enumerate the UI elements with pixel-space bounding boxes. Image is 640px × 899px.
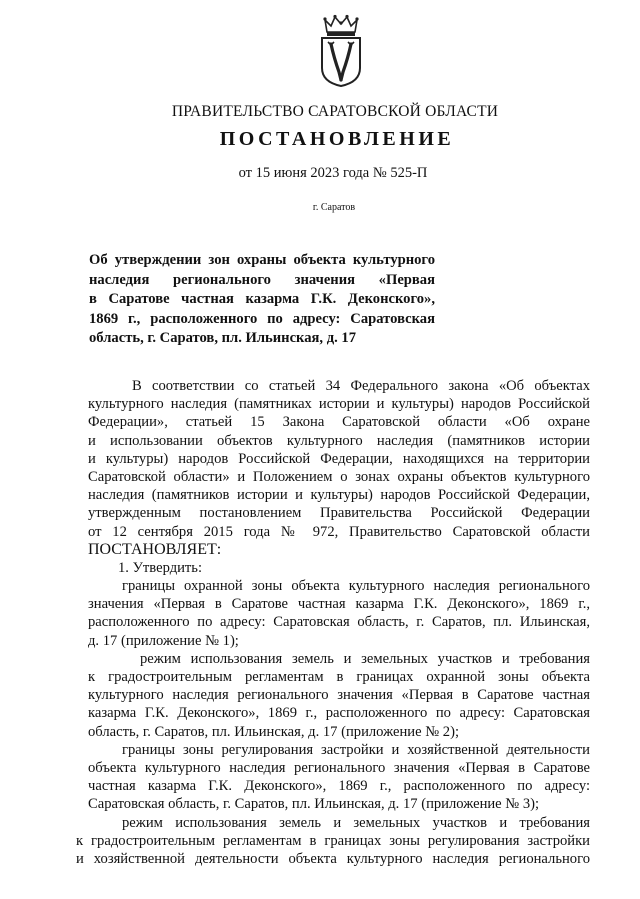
body-line: В соответствии со статьей 34 Федерального закона «Об объектах bbox=[132, 378, 590, 394]
body-line: к градостроительным регламентам в границах зоны регулирования застройки bbox=[76, 832, 590, 849]
body-line: частная казарма Г.К. Деконского», 1869 г., расположенного по адресу: bbox=[88, 778, 590, 795]
subject-line: область, г. Саратов, пл. Ильинская, д. 17 bbox=[89, 330, 357, 346]
body-line: Саратовская область, г. Саратов, пл. Ильинская, д. 17 (приложение № 3); bbox=[88, 796, 540, 813]
body-line: и культуры) народов Российской Федерации, находящихся на территории bbox=[88, 450, 590, 467]
body-line: к градостроительным регламентам в границах охранной зоны объекта bbox=[88, 669, 590, 685]
body-line: ПОСТАНОВЛЯЕТ: bbox=[88, 540, 222, 558]
body-line: режим использования земель и земельных участков и требования bbox=[140, 650, 590, 667]
body-line: утвержденным постановлением Правительства Российской Федерации bbox=[88, 505, 590, 522]
document-type-title: ПОСТАНОВЛЕНИЕ bbox=[219, 128, 455, 150]
body-line: от 12 сентября 2015 года № 972, Правительство Саратовской области bbox=[88, 523, 590, 540]
body-line: культурного наследия регионального значения «Первая в Саратове частная bbox=[88, 687, 590, 704]
document-subject bbox=[89, 251, 435, 349]
body-line: наследия (памятников истории и культуры) народов Российской Федерации, bbox=[88, 487, 590, 504]
body-line: Саратовской области» и Положением о зонах охраны объектов культурного bbox=[88, 468, 590, 485]
body-line: Федерации», статьей 15 Закона Саратовской области «Об охране bbox=[88, 414, 590, 431]
government-name: ПРАВИТЕЛЬСТВО САРАТОВСКОЙ ОБЛАСТИ bbox=[171, 103, 499, 120]
document-body bbox=[76, 377, 590, 868]
saratov-coat-of-arms-icon bbox=[318, 14, 364, 88]
subject-line: 1869 г., расположенного по адресу: Саратовская bbox=[89, 310, 435, 327]
document-city: г. Саратов bbox=[312, 202, 356, 213]
body-line: культурного наследия (памятниках истории и культуры) народов Российской bbox=[88, 396, 590, 413]
subject-line: в Саратове частная казарма Г.К. Деконского», bbox=[89, 291, 435, 307]
subject-line: Об утверждении зон охраны объекта культурного bbox=[89, 252, 435, 268]
subject-line: наследия регионального значения «Первая bbox=[89, 271, 435, 288]
body-line: казарма Г.К. Деконского», 1869 г., расположенного по адресу: Саратовская bbox=[88, 705, 590, 722]
body-line: границы зоны регулирования застройки и хозяйственной деятельности bbox=[122, 741, 590, 758]
body-line: и хозяйственной деятельности объекта культурного наследия регионального bbox=[76, 850, 590, 867]
document-date-number: от 15 июня 2023 года № 525-П bbox=[238, 165, 428, 181]
body-line: значения «Первая в Саратове частная казарма Г.К. Деконского», 1869 г., bbox=[88, 596, 590, 613]
body-line: и использовании объектов культурного наследия (памятников истории bbox=[88, 432, 590, 449]
body-line: д. 17 (приложение № 1); bbox=[88, 632, 239, 649]
body-line: границы охранной зоны объекта культурного наследия регионального bbox=[122, 578, 590, 595]
body-line: объекта культурного наследия регионального значения «Первая в Саратове bbox=[88, 759, 590, 776]
body-line: режим использования земель и земельных участков и требования bbox=[122, 814, 590, 831]
body-line: расположенного по адресу: Саратовская область, г. Саратов, пл. Ильинская, bbox=[88, 614, 590, 631]
body-line: область, г. Саратов, пл. Ильинская, д. 17 (приложение № 2); bbox=[88, 723, 460, 740]
body-line: 1. Утвердить: bbox=[118, 559, 203, 576]
